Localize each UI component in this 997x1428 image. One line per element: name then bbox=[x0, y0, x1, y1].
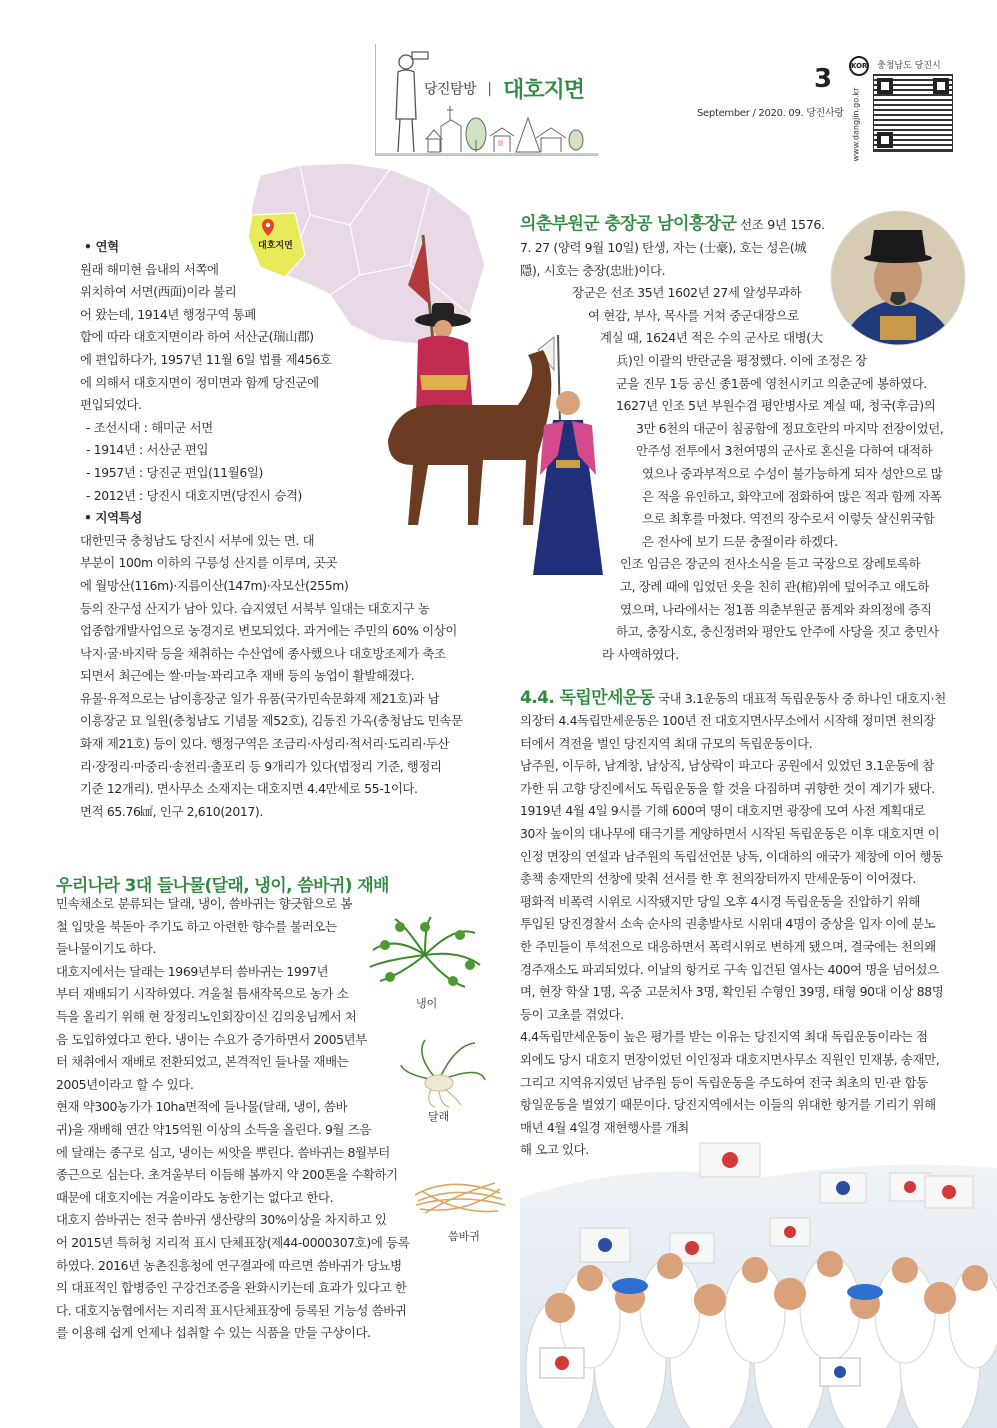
independence-line: 남주원, 이두하, 남계창, 남상직, 남상락이 파고다 공원에서 있었던 3.1운동에 참 bbox=[520, 758, 934, 774]
independence-line: 며, 현장 학살 1명, 옥중 고문치사 3명, 확인된 수형인 39명, 태형 90대 이상 88명 bbox=[520, 984, 944, 1000]
region-line: 에 월망산(116m)·지름이산(147m)·자모산(255m) bbox=[80, 577, 349, 593]
history-line: 편입되었다. bbox=[80, 397, 142, 413]
region-line: 화재 제21호) 등이 있다. 행정구역은 조금리·사성리·적서리·도리리·두산 bbox=[80, 736, 450, 752]
greens-line: 득을 올리기 위해 현 장정리노인회장이신 김의웅님께서 처 bbox=[56, 1008, 357, 1024]
independence-line: 외에도 당시 대호지 면장이었던 이인정과 대호지면사무소 직원인 민재봉, 송재만, bbox=[520, 1051, 940, 1067]
general-line: 隱), 시호는 충장(忠壯)이다. bbox=[520, 262, 666, 278]
greens-line: 종근으로 심는다. 초겨울부터 이듬해 봄까지 약 200톤을 수확하기 bbox=[56, 1167, 398, 1183]
greens-line: 를 이용해 쉽게 언제나 섭취할 수 있는 식품을 만들 구상이다. bbox=[56, 1325, 371, 1341]
independence-line: 해 오고 있다. bbox=[520, 1142, 589, 1158]
region-line: 부분이 100m 이하의 구릉성 산지를 이루며, 곳곳 bbox=[80, 555, 337, 571]
dallae-photo bbox=[395, 1035, 490, 1110]
kor-badge: KOR bbox=[849, 56, 869, 76]
independence-line: 4.4독립만세운동이 높은 평가를 받는 이유는 당진지역 최대 독립운동이라는 점 bbox=[520, 1029, 928, 1045]
independence-crowd-photo bbox=[520, 1138, 997, 1428]
greens-line: 대호지에서는 달래는 1969년부터 씀바귀는 1997년 bbox=[56, 963, 329, 979]
general-line: 라 사액하였다. bbox=[602, 646, 679, 662]
region-line: 면적 65.76㎢, 인구 2,610(2017). bbox=[80, 803, 264, 819]
naengi-caption: 냉이 bbox=[416, 997, 438, 1010]
greens-line: 때문에 대호지에는 겨울이라도 농한기는 없다고 한다. bbox=[56, 1189, 334, 1205]
general-line: 7. 27 (양력 9월 10일) 탄생, 자는 (士豪), 호는 성은(城 bbox=[520, 240, 807, 255]
region-line: 기준 12개리). 면사무소 소재지는 대호지면 4.4만세로 55-1이다. bbox=[80, 781, 418, 797]
general-line: 안주성 전투에서 3천여명의 군사로 혼신을 다하여 대적하 bbox=[636, 443, 933, 459]
history-intro bbox=[80, 259, 470, 417]
history-line: 위치하여 서면(西面)이라 불리 bbox=[80, 284, 237, 300]
greens-text bbox=[56, 893, 410, 1345]
map-marker-label: 대호지면 bbox=[258, 241, 293, 251]
sseumbagwi-caption: 씀바귀 bbox=[448, 1230, 480, 1243]
region-line: 유물·유적으로는 남이흥장군 일가 유품(국가민속문화재 제21호)과 남 bbox=[80, 690, 440, 706]
history-line: 어 왔는데, 1914년 행정구역 통폐 bbox=[80, 306, 256, 322]
greens-line: 귀)을 재배해 연간 약15억원 이상의 소득을 올린다. 9월 즈음 bbox=[56, 1121, 372, 1137]
general-line: 였으며, 나라에서는 정1품 의춘부원군 품계와 좌의정에 증직 bbox=[620, 601, 932, 617]
region-line: 업종합개발사업으로 농경지로 변모되었다. 과거에는 주민의 60% 이상이 bbox=[80, 623, 457, 639]
sseumbagwi-photo bbox=[410, 1165, 508, 1225]
page-title: 대호지면 bbox=[503, 78, 585, 103]
history-line: 에 의해서 대호지면이 정미면과 함께 당진군에 bbox=[80, 374, 319, 390]
greens-line: 철 입맛을 북돋아 주기도 하고 아련한 향수를 불러오는 bbox=[56, 918, 337, 934]
timeline-item: - 1914년 : 서산군 편입 bbox=[86, 442, 209, 458]
independence-first-line bbox=[520, 686, 946, 711]
general-line: 兵)인 이괄의 반란군을 평정했다. 이에 조정은 장 bbox=[616, 352, 867, 368]
qr-label: 충청남도 당진시 bbox=[877, 61, 941, 71]
region-line: 등의 잔구성 산지가 남아 있다. 습지였던 서북부 일대는 대호지구 농 bbox=[80, 600, 430, 616]
timeline-item: - 2012년 : 당진시 대호지면(당진시 승격) bbox=[86, 487, 303, 503]
greens-line: 하였다. 2016년 농촌진흥청에 연구결과에 따르면 씀바귀가 당뇨병 bbox=[56, 1257, 402, 1273]
history-line: 에 편입하다가, 1957년 11월 6일 법률 제456호 bbox=[80, 351, 332, 367]
independence-text bbox=[520, 710, 950, 1162]
independence-line: 항일운동을 벌였기 때문이다. 당진지역에서는 이들의 위대한 항거를 기리기 위해 bbox=[520, 1097, 936, 1113]
independence-line: 평화적 비폭력 시위로 시작됐지만 당일 오후 4시경 독립운동을 진압하기 위해 bbox=[520, 893, 921, 909]
page-number: 3 bbox=[814, 64, 833, 94]
region-line: 대한민국 충청남도 당진시 서부에 있는 면. 대 bbox=[80, 532, 315, 548]
history-heading: • 연혁 bbox=[84, 239, 119, 254]
independence-line: 경주재소도 파괴되었다. 이날의 항거로 구속 입건된 열사는 400여 명을 넘어섰으 bbox=[520, 961, 939, 977]
independence-line: 인정 면장의 연설과 남주원의 독립선언문 낭독, 이대하의 애국가 제창에 이어 행동 bbox=[520, 848, 943, 864]
general-line: 은 적을 유인하고, 화약고에 점화하여 많은 적과 함께 자폭 bbox=[642, 488, 942, 504]
general-line: 장군은 선조 35년 1602년 27세 알성무과하 bbox=[572, 285, 802, 301]
independence-line: 터에서 격전을 벌인 당진지역 최대 규모의 독립운동이다. bbox=[520, 735, 813, 751]
general-title: 의춘부원군 충장공 남이흥장군 bbox=[520, 214, 737, 234]
general-line: 였으나 중과부적으로 수성이 불가능하게 되자 성안으로 많 bbox=[642, 465, 943, 481]
region-line: 리·장정리·마중리·송전리·출포리 등 9개리가 있다(법정리 기준, 행정리 bbox=[80, 758, 442, 774]
section-label: 당진탐방 bbox=[424, 81, 477, 98]
region-line: 이흥장군 묘 일원(충청남도 기념물 제52호), 김동진 가옥(충청남도 민속문 bbox=[80, 713, 463, 729]
greens-line: 부터 재배되기 시작하였다. 겨울철 틈새작목으로 농가 소 bbox=[56, 986, 349, 1002]
greens-title: 우리나라 3대 들나물(달래, 냉이, 씀바귀) 재배 bbox=[56, 876, 389, 896]
general-line: 여 현감, 부사, 목사를 거쳐 중군대장으로 bbox=[588, 307, 800, 323]
independence-line: 1919년 4월 4일 9시를 기해 600여 명이 대호지면 광장에 모여 사전 계획대로 bbox=[520, 803, 926, 819]
history-timeline bbox=[80, 417, 470, 507]
timeline-item: - 조선시대 : 해미군 서면 bbox=[86, 419, 213, 435]
issue-info: September / 2020. 09. 당진사랑 bbox=[697, 108, 844, 119]
general-line: 군을 진무 1등 공신 종1품에 영천시키고 의춘군에 봉하였다. bbox=[616, 375, 928, 391]
naengi-photo bbox=[365, 915, 485, 995]
greens-line: 에 달래는 종구로 심고, 냉이는 씨앗을 뿌린다. 씀바귀는 8월부터 bbox=[56, 1144, 390, 1160]
greens-line: 다. 대호지농협에서는 지리적 표시단체표장에 등록된 기능성 씀바귀 bbox=[56, 1302, 407, 1318]
greens-line: 들나물이기도 하다. bbox=[56, 941, 157, 957]
general-first-line bbox=[520, 212, 825, 237]
qr-block bbox=[845, 54, 957, 162]
general-line: 은 전사에 보기 드문 충절이라 하겠다. bbox=[642, 533, 838, 549]
greens-line: 현재 약300농가가 10ha면적에 들나물(달래, 냉이, 씀바 bbox=[56, 1099, 348, 1115]
greens-line: 대호지 씀바귀는 전국 씀바귀 생산량의 30%이상을 차지하고 있 bbox=[56, 1212, 387, 1228]
general-line: 계실 때, 1624년 적은 수의 군사로 대병(大 bbox=[600, 330, 823, 346]
qr-url: www.dangjin.go.kr bbox=[851, 87, 861, 162]
independence-line: 투입된 당진경찰서 소속 순사의 권총발사로 시위대 4명이 중상을 입자 이에 분노 bbox=[520, 916, 936, 932]
section-header bbox=[424, 73, 584, 103]
independence-title: 4.4. 독립만세운동 bbox=[520, 688, 655, 708]
independence-first-line-text: 국내 3.1운동의 대표적 독립운동사 중 하나인 대호지·천 bbox=[654, 691, 946, 706]
region-heading: • 지역특성 bbox=[84, 510, 143, 526]
general-first-line-text: 선조 9년 1576. bbox=[736, 217, 825, 232]
independence-line: 가한 뒤 고향 당진에서도 독립운동을 할 것을 다짐하며 귀향한 것이 계기가 됐다. bbox=[520, 780, 935, 796]
independence-line: 매년 4월 4일경 재현행사를 개최 bbox=[520, 1119, 689, 1135]
history-block bbox=[80, 236, 470, 823]
greens-line: 민속채소로 분류되는 달래, 냉이, 씀바귀는 향긋함으로 봄 bbox=[56, 896, 352, 911]
greens-line: 터 채취에서 재배로 전환되었고, 본격적인 들나물 재배는 bbox=[56, 1054, 349, 1070]
dallae-caption: 달래 bbox=[428, 1110, 450, 1123]
region-text bbox=[80, 530, 470, 824]
qr-code[interactable] bbox=[873, 74, 953, 152]
independence-line: 총책 송재만의 선창에 맞춰 선서를 한 후 천의장터까지 만세운동이 이어졌다. bbox=[520, 871, 917, 887]
timeline-item: - 1957년 : 당진군 편입(11월6일) bbox=[86, 464, 263, 480]
general-line: 하고, 충장시호, 충신정려와 평안도 안주에 사당을 짓고 충민사 bbox=[616, 624, 939, 640]
independence-line: 한 주민들이 투석전으로 대응하면서 폭력시위로 변하게 됐으며, 결국에는 천의왜 bbox=[520, 938, 936, 954]
greens-line: 2005년이라고 할 수 있다. bbox=[56, 1076, 194, 1092]
general-line: 고, 장례 때에 입었던 옷을 친히 관(棺)위에 덮어주고 애도하 bbox=[620, 578, 929, 594]
independence-line: 의장터 4.4독립만세운동은 100년 전 대호지면사무소에서 시작해 정미면 천의장 bbox=[520, 713, 935, 728]
independence-line: 30자 높이의 대나무에 태극기를 게양하면서 시작된 독립운동은 이후 대호지면 이 bbox=[520, 825, 940, 841]
general-line: 1627년 인조 5년 부원수겸 평안병사로 계실 때, 청국(후금)의 bbox=[616, 398, 936, 414]
general-line: 3만 6천의 대군이 침공함에 정묘호란의 마지막 전장이었던, bbox=[636, 420, 944, 436]
header-divider: | bbox=[487, 80, 492, 97]
history-line: 원래 해미현 읍내의 서쪽에 bbox=[80, 261, 219, 277]
history-line: 합에 따라 대호지면이라 하여 서산군(瑞山郡) bbox=[80, 329, 314, 345]
region-line: 되면서 최근에는 쌀·마늘·꽈리고추 재배 등의 농업이 활발해졌다. bbox=[80, 668, 415, 684]
general-text bbox=[520, 237, 950, 666]
independence-line: 등이 고초를 겪었다. bbox=[520, 1006, 624, 1022]
greens-line: 의 대표적인 합병증인 구강건조증을 완화시키는데 효과가 있다고 한 bbox=[56, 1280, 407, 1296]
region-line: 낙지·굴·바지락 등을 채취하는 수산업에 종사했으나 대호방조제가 축조 bbox=[80, 645, 446, 661]
greens-line: 어 2015년 특허청 지리적 표시 단체표장(제44-0000307호)에 등록 bbox=[56, 1234, 410, 1250]
general-line: 인조 임금은 장군의 전사소식을 듣고 국장으로 장례토록하 bbox=[620, 556, 921, 572]
general-line: 으로 최후를 마쳤다. 역전의 장수로서 이렇듯 살신위국함 bbox=[642, 511, 935, 527]
greens-line: 음 도입하였다고 한다. 냉이는 수요가 증가하면서 2005년부 bbox=[56, 1031, 367, 1047]
independence-line: 그리고 지역유지였던 남주원 등이 독립운동을 주도하여 전국 최초의 민·관 합동 bbox=[520, 1074, 928, 1090]
